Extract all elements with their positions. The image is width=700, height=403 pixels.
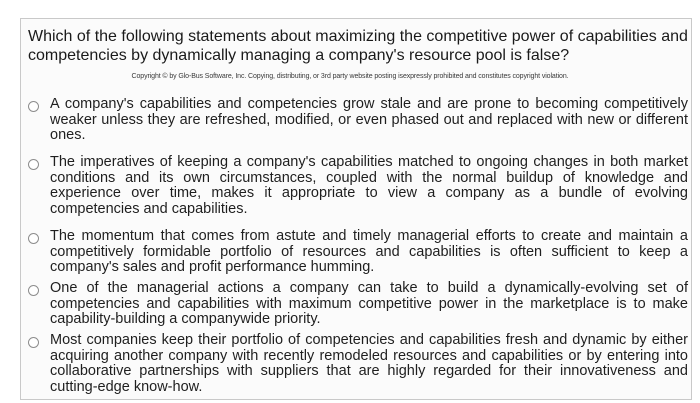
question-text: Which of the following statements about maximizing the competitive power of capabilities and competencies by dynamically managing a company's resource pool is false? xyxy=(28,28,688,64)
radio-button-icon[interactable] xyxy=(28,159,39,170)
radio-button-icon[interactable] xyxy=(28,233,39,244)
answer-option-label: The imperatives of keeping a company's capabilities matched to ongoing changes in both market conditions and its own circumstances, coupled with the normal buildup of knowledge and experience over time, makes it appropriate to view a company as a bundle of evolving competencies and capabilities. xyxy=(50,154,688,217)
answer-option-label: The momentum that comes from astute and timely managerial efforts to create and maintain a competitively formidable portfolio of resources and capabilities is often sufficient to keep a company's sales and profit performance humming. xyxy=(50,228,688,275)
answer-option-label: Most companies keep their portfolio of competencies and capabilities fresh and dynamic by either acquiring another company with recently remodeled resources and capabilities or by entering into collaborative partnerships with suppliers that are highly regarded for their innovativeness and cutting-edge know-how. xyxy=(50,332,688,395)
answer-option-label: One of the managerial actions a company can take to build a dynamically-evolving set of competencies and capabilities with maximum competitive power in the marketplace is to make capability-building a companywide priority. xyxy=(50,280,688,327)
copyright-notice: Copyright © by Glo-Bus Software, Inc. Copying, distributing, or 3rd party website posting isexpressly prohibited and constitutes copyright violation. xyxy=(131,73,569,80)
radio-button-icon[interactable] xyxy=(28,285,39,296)
radio-button-icon[interactable] xyxy=(28,337,39,348)
radio-button-icon[interactable] xyxy=(28,101,39,112)
answer-option-label: A company's capabilities and competencies grow stale and are prone to becoming competitively weaker unless they are refreshed, modified, or even phased out and replaced with new or different ones. xyxy=(50,96,688,143)
